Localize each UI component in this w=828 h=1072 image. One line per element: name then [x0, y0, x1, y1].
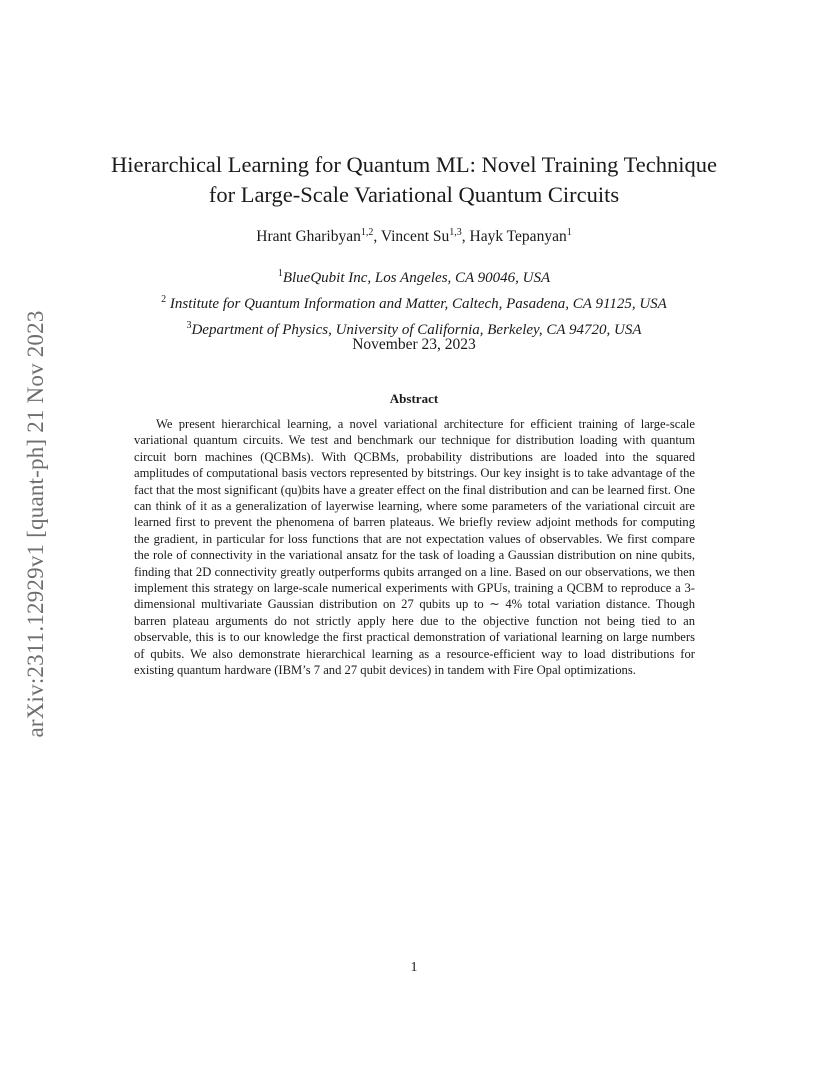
publication-date: November 23, 2023 [352, 336, 476, 353]
affiliation-marker: 3 [186, 320, 192, 331]
author-affiliation-marker: 1 [566, 227, 572, 238]
abstract-body: We present hierarchical learning, a novel variational architecture for efficient training of large-scale variational quantum circuits. We test and benchmark our technique for distribution loading with quantum circuit born machines (QCBMs). With QCBMs, probability distributions are loaded into the squared amplitudes of computational basis vectors represented by bitstrings. Our key insight is to take advantage of the fact that the most significant (qu)bits have a greater effect on the final distribution and can be learned first. One can think of it as a generalization of layerwise learning, where some parameters of the variational circuit are learned first to prevent the phenomena of barren plateaus. We briefly review adjoint methods for computing the gradient, in particular for loss functions that are not expectation values of observables. We first compare the role of connectivity in the variational ansatz for the task of loading a Gaussian distribution on nine qubits, finding that 2D connectivity greatly outperforms qubits arranged on a line. Based on our observations, we then implement this strategy on large-scale numerical experiments with GPUs, training a QCBM to reproduce a 3-dimensional multivariate Gaussian distribution on 27 qubits up to ∼ 4% total variation distance. Though barren plateau arguments do not strictly apply here due to the objective function not being tied to an observable, this is to our knowledge the first practical demonstration of variational learning on large numbers of qubits. We also demonstrate hierarchical learning as a resource-efficient way to load distributions for existing quantum hardware (IBM’s 7 and 27 qubit devices) in tandem with Fire Opal optimizations. [134, 417, 695, 678]
paper-title-line-1: Hierarchical Learning for Quantum ML: Novel Training Technique [111, 152, 717, 177]
affiliation-line [0, 263, 828, 289]
page-number: 1 [410, 960, 418, 975]
affiliation-marker: 1 [277, 268, 283, 279]
author-affiliation-marker: 1,2 [360, 227, 374, 238]
affiliation-text: Department of Physics, University of California, Berkeley, CA 94720, USA [191, 322, 642, 338]
affiliation-line [0, 289, 828, 315]
author-name: Vincent Su [380, 228, 450, 246]
abstract-heading: Abstract [389, 391, 439, 406]
paper-title-line-2: for Large-Scale Variational Quantum Circuits [208, 182, 620, 207]
author-list: Hrant Gharibyan$^{1,2}$, Vincent Su$^{1,3}$, Hayk Tepanyan$^1$ [256, 227, 572, 246]
affiliation-text: BlueQubit Inc, Los Angeles, CA 90046, USA [282, 270, 551, 286]
arxiv-identifier-text: arXiv:2311.12929v1 [quant-ph] 21 Nov 2023 [23, 310, 48, 738]
affiliation-list [0, 263, 828, 341]
author-name: Hayk Tepanyan [469, 228, 567, 246]
paper-title [0, 150, 828, 210]
author-name: Hrant Gharibyan [256, 228, 361, 246]
affiliation-text: Institute for Quantum Information and Matter, Caltech, Pasadena, CA 91125, USA [169, 296, 667, 312]
author-affiliation-marker: 1,3 [449, 227, 462, 238]
affiliation-marker: 2 [161, 294, 167, 305]
